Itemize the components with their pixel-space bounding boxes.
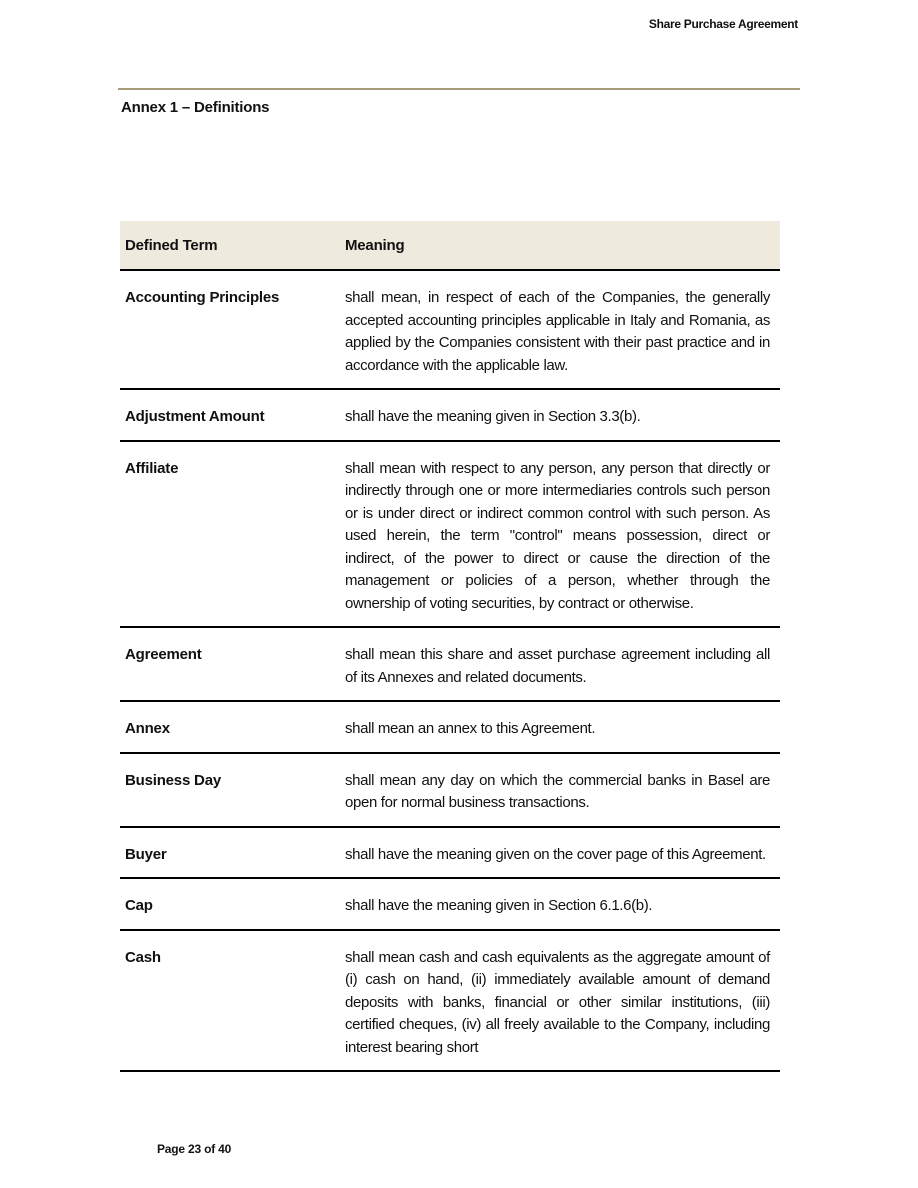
- defined-term: Cap: [125, 897, 153, 914]
- column-header-term: Defined Term: [125, 236, 218, 254]
- header-rule: [118, 88, 800, 90]
- table-row: [120, 390, 780, 442]
- table-row: [120, 931, 780, 1073]
- section-heading: Annex 1 – Definitions: [121, 99, 270, 116]
- column-header-meaning: Meaning: [345, 236, 405, 254]
- term-meaning: shall have the meaning given in Section 3.3(b).: [345, 408, 641, 425]
- table-row: [120, 879, 780, 931]
- defined-term: Annex: [125, 720, 170, 737]
- defined-term: Agreement: [125, 646, 202, 663]
- term-meaning: shall mean an annex to this Agreement.: [345, 720, 596, 737]
- term-meaning: shall mean this share and asset purchase agreement including all of its Annexes and related documents.: [345, 646, 770, 686]
- term-meaning: shall have the meaning given in Section 6.1.6(b).: [345, 897, 653, 914]
- defined-term: Cash: [125, 948, 161, 966]
- table-header: [120, 221, 780, 271]
- defined-term: Adjustment Amount: [125, 408, 265, 425]
- term-meaning: shall mean cash and cash equivalents as the aggregate amount of (i) cash on hand, (ii) immediately available amount of demand deposits with banks, financial or other similar institutions, (iii) certified cheques, (iv) all freely available to the Company, including interest bearing short: [345, 948, 770, 1056]
- table-row: [120, 754, 780, 828]
- term-meaning: shall mean with respect to any person, any person that directly or indirectly through one or more intermediaries controls such person or is under direct or indirect common control with such person. As used herein, the term "control" means possession, direct or indirect, of the power to direct or cause the direction of the management or policies of a person, whether through the ownership of voting securities, by contract or otherwise.: [345, 459, 770, 612]
- table-row: [120, 702, 780, 754]
- page-number: Page 23 of 40: [157, 1142, 232, 1156]
- table-row: [120, 442, 780, 629]
- table-row: [120, 628, 780, 702]
- defined-term: Affiliate: [125, 459, 179, 477]
- definitions-table: [120, 221, 780, 1114]
- defined-term: Business Day: [125, 771, 221, 789]
- table-row: [120, 271, 780, 390]
- defined-term: Buyer: [125, 845, 167, 863]
- running-header: Share Purchase Agreement: [648, 17, 798, 31]
- term-meaning: shall mean any day on which the commercial banks in Basel are open for normal business transactions.: [345, 771, 770, 811]
- table-row: [120, 828, 780, 880]
- term-meaning: shall mean, in respect of each of the Companies, the generally accepted accounting principles applicable in Italy and Romania, as applied by the Companies consistent with their past practice and in accordance with the applicable law.: [345, 289, 770, 374]
- term-meaning: shall have the meaning given on the cover page of this Agreement.: [345, 845, 766, 863]
- defined-term: Accounting Principles: [125, 289, 280, 306]
